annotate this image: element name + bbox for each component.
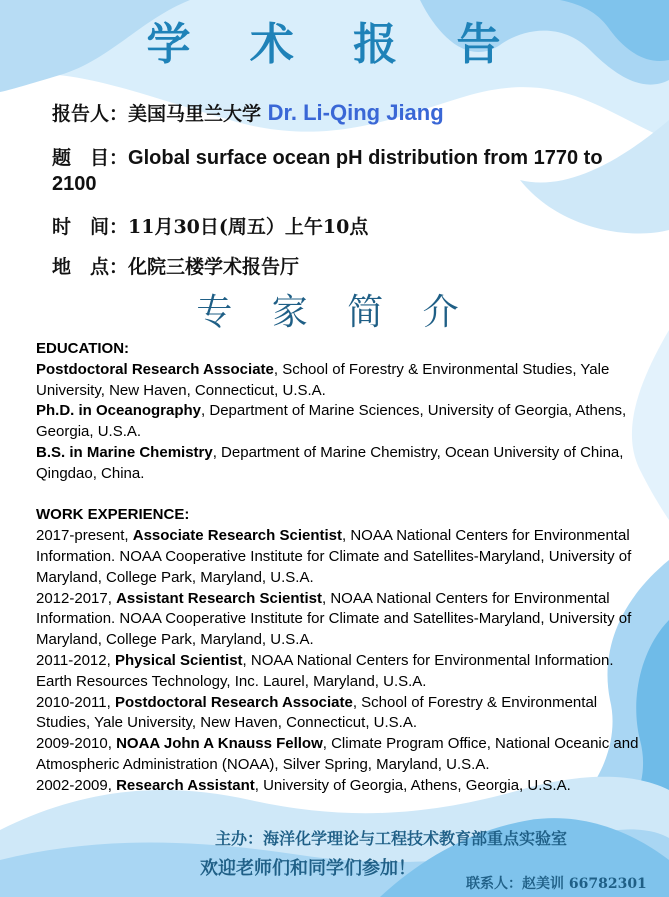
role-detail: , School of Forestry & Environmental Studies, Yale University, New Haven, Connecticut, U.S.A. — [36, 693, 598, 732]
time-value: 11月30日(周五）上午10点 — [128, 216, 369, 238]
role: Physical Scientist — [114, 651, 243, 669]
speaker-name: Dr. Li-Qing Jiang — [267, 100, 444, 125]
experience-item — [36, 693, 648, 735]
experience-heading: WORK EXPERIENCE: — [36, 506, 190, 524]
page-title: 学 术 报 告 — [146, 19, 523, 70]
sponsor-line: 主办：海洋化学理论与工程技术教育部重点实验室 — [215, 829, 568, 848]
degree-detail: , School of Forestry & Environmental Studies, Yale University, New Haven, Connecticut, U.S.A. — [36, 360, 610, 399]
education-item — [36, 401, 648, 443]
bio-section — [36, 339, 648, 797]
time-row — [52, 212, 368, 239]
degree: Postdoctoral Research Associate — [36, 360, 274, 378]
topic-label: 题 目： — [52, 147, 129, 169]
section-subtitle: 专 家 简 介 — [196, 292, 473, 333]
education-heading: EDUCATION: — [36, 340, 130, 357]
years: 2017-present, — [36, 527, 133, 545]
role-detail: , University of Georgia, Athens, Georgia, U.S.A. — [254, 776, 571, 794]
years: 2002-2009, — [36, 776, 117, 794]
years: 2010-2011, — [36, 693, 115, 711]
years: 2011-2012, — [36, 651, 115, 669]
topic-text: Global surface ocean pH distribution from 1770 to 2100 — [52, 147, 603, 195]
experience-item — [36, 526, 648, 588]
experience-item — [36, 589, 648, 651]
role: Research Assistant — [116, 776, 255, 794]
place-value: 化院三楼学术报告厅 — [128, 256, 300, 278]
role: NOAA John A Knauss Fellow — [116, 735, 323, 753]
role-detail: , NOAA National Centers for Environmental Information. NOAA Cooperative Institute for Climate and Satellites-Maryland, University of Maryland, College Park, Maryland, U.S.A. — [36, 589, 632, 649]
years: 2009-2010, — [36, 735, 117, 753]
degree: Ph.D. in Oceanography — [36, 402, 202, 420]
experience-item — [36, 651, 648, 693]
role-detail: , Climate Program Office, National Oceanic and Atmospheric Administration (NOAA), Silver Spring, Maryland, U.S.A. — [36, 735, 639, 773]
years: 2012-2017, — [36, 589, 117, 607]
education-item — [36, 443, 648, 485]
speaker-affiliation: 美国马里兰大学 — [128, 103, 262, 125]
degree: B.S. in Marine Chemistry — [36, 443, 213, 461]
welcome-line: 欢迎老师们和同学们参加！ — [200, 858, 416, 879]
place-label: 地 点： — [52, 256, 129, 278]
contact-line: 联系人：赵美训 66782301 — [466, 876, 647, 892]
experience-item — [36, 776, 648, 797]
role: Associate Research Scientist — [132, 527, 343, 545]
role: Assistant Research Scientist — [116, 589, 322, 607]
role-detail: , NOAA National Centers for Environmental Information. NOAA Cooperative Institute for Climate and Satellites-Maryland, University of Maryland, College Park, Maryland, U.S.A. — [36, 527, 632, 586]
place-row — [52, 252, 299, 279]
education-item — [36, 360, 648, 402]
time-label: 时 间： — [52, 216, 129, 238]
degree-detail: , Department of Marine Chemistry, Ocean University of China, Qingdao, China. — [36, 443, 624, 482]
topic-row — [52, 145, 612, 197]
role-detail: , NOAA National Centers for Environmental Information. Earth Resources Technology, Inc. Laurel, Maryland, U.S.A. — [36, 651, 614, 690]
degree-detail: , Department of Marine Sciences, University of Georgia, Athens, Georgia, U.S.A. — [36, 402, 627, 441]
speaker-row — [52, 99, 444, 126]
speaker-label: 报告人： — [52, 103, 129, 125]
role: Postdoctoral Research Associate — [114, 693, 353, 711]
experience-item — [36, 734, 648, 776]
